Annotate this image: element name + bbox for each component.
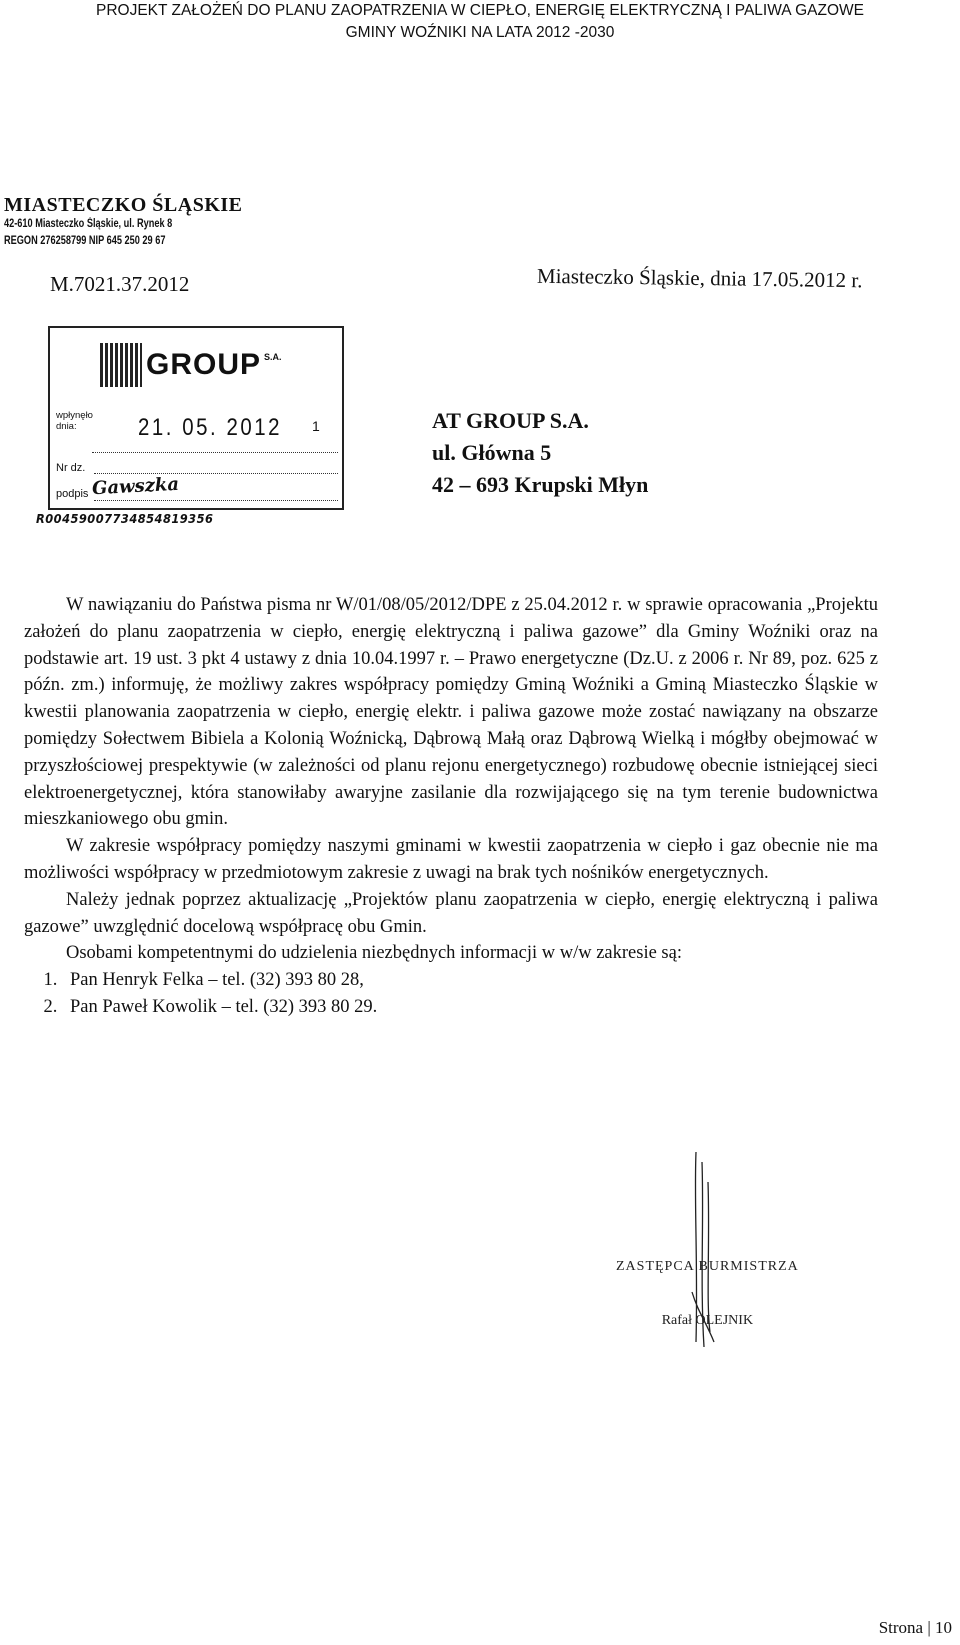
dotted-line <box>94 500 338 501</box>
dateline: Miasteczko Śląskie, dnia 17.05.2012 r. <box>536 263 863 293</box>
paragraph-3: Należy jednak poprzez aktualizację „Projektów planu zaopatrzenia w ciepło, energię elektryczną i paliwa gazowe” uwzględnić docelową współpracę obu Gmin. <box>24 889 878 937</box>
barcode-number: R00459007734854819356 <box>36 512 214 526</box>
header-title-line2: GMINY WOŹNIKI NA LATA 2012 -2030 <box>345 24 615 41</box>
logo-sa: S.A. <box>264 352 282 362</box>
stamp-signature: Gawszka <box>91 473 180 500</box>
signature-stamp <box>616 1240 799 1348</box>
contact-item: 2. Pan Paweł Kowolik – tel. (32) 393 80 29. <box>62 994 878 1021</box>
dotted-line <box>92 452 338 453</box>
recipient-address <box>432 405 648 501</box>
nr-label: Nr dz. <box>56 462 86 474</box>
dotted-line <box>94 473 338 474</box>
sender-name: MIASTECZKO ŚLĄSKIE <box>4 194 243 216</box>
recipient-line1: AT GROUP S.A. <box>432 408 589 433</box>
podpis-label: podpis <box>56 488 89 500</box>
received-label: wpłynęło dnia: <box>56 410 93 432</box>
header-title-line1: PROJEKT ZAŁOŻEŃ DO PLANU ZAOPATRZENIA W CIEPŁO, ENERGIĘ ELEKTRYCZNĄ I PALIWA GAZOWE <box>96 2 864 19</box>
contact-list <box>24 967 878 1021</box>
reference-number: M.7021.37.2012 <box>50 272 190 296</box>
paragraph-2: W zakresie współpracy pomiędzy naszymi gminami w kwestii zaopatrzenia w ciepło i gaz obecnie nie ma możliwości współpracy w przedmiotowym zakresie z uwagi na brak tych nośników energetycznych. <box>24 836 878 883</box>
sender-address: 42-610 Miasteczko Śląskie, ul. Rynek 8 <box>4 218 173 230</box>
recipient-line3: 42 – 693 Krupski Młyn <box>432 472 649 497</box>
received-date: 21. 05. 2012 <box>138 414 283 441</box>
signature-name: Rafał OLEJNIK <box>661 1313 754 1328</box>
logo-mark-icon <box>100 343 142 387</box>
page-number: Strona | 10 <box>878 1618 952 1637</box>
recipient-line2: ul. Główna 5 <box>432 440 552 465</box>
logo-text: GROUP <box>146 348 262 381</box>
company-logo <box>100 342 282 388</box>
paragraph-4: Osobami kompetentnymi do udzielenia niezbędnych informacji w w/w zakresie są: <box>66 943 682 964</box>
signature-title: ZASTĘPCA BURMISTRZA <box>616 1259 799 1274</box>
paragraph-1: W nawiązaniu do Państwa pisma nr W/01/08/05/2012/DPE z 25.04.2012 r. w sprawie opracowania „Projektu założeń do planu zaopatrzenia w ciepło, energię elektryczną i paliwa gazowe” dla Gminy Woźniki oraz na podstawie art. 19 ust. 3 pkt 4 ustawy z dnia 10.04.1997 r. – Prawo energetyczne (Dz.U. z 2006 r. Nr 89, poz. 625 z późn. zm.) informuję, że możliwy zakres współpracy pomiędzy Gminą Woźniki a Gminą Miasteczko Śląskie w kwestii planowania zaopatrzenia w ciepło, energię elektr. i paliwa gazowe może zostać nawiązany na obszarze pomiędzy Sołectwem Bibiela a Kolonią Woźnicką, Dąbrową Małą oraz Dąbrową Wielką i mógłby obejmować w przyszłościowej prespektywie (w zależności od planu rejonu energetycznego) rozbudowę obecnie istniejącej sieci elektroenergetycznej, która stanowiłaby awaryjne zasilanie dla rozwijającego się na tym terenie budownictwa mieszkaniowego obu gmin. <box>24 595 878 830</box>
contact-item: 1. Pan Henryk Felka – tel. (32) 393 80 28, <box>62 967 878 994</box>
received-stamp <box>48 326 344 510</box>
received-number: 1 <box>312 418 320 434</box>
sender-letterhead <box>4 194 243 250</box>
letter-body <box>24 592 878 1021</box>
page-header <box>0 0 960 44</box>
sender-ids: REGON 276258799 NIP 645 250 29 67 <box>4 235 166 247</box>
